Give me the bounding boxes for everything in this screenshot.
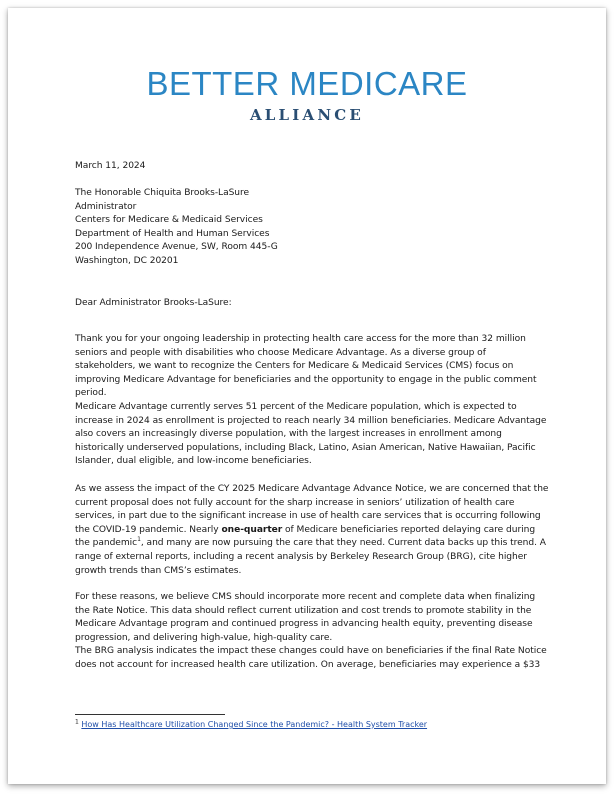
footnote-number: 1 — [75, 718, 79, 726]
footnote-link[interactable]: How Has Healthcare Utilization Changed Since the Pandemic? - Health System Tracker — [81, 720, 428, 729]
address-line: Department of Health and Human Services — [75, 228, 270, 239]
letter-page — [8, 8, 606, 784]
paragraph-text: , and many are now pursuing the care that they need. Current data backs up this trend. A range of external reports, including a recent analysis by Berkeley Research Group (BRG), cite higher growth trends than CMS’s estimates. — [75, 538, 546, 576]
paragraph-enrollment: Medicare Advantage currently serves 51 percent of the Medicare population, which is expected to increase in 2024 as enrollment is projected to reach nearly 34 million beneficiaries. Medicare Advantage also covers an increasingly diverse population, with the largest increases in enrollment among historically underserved populations, including Black, Latino, Asian American, Native Hawaiian, Pacific Islander, dual eligible, and low-income beneficiaries. — [75, 402, 547, 467]
salutation: Dear Administrator Brooks-LaSure: — [75, 298, 232, 308]
paragraph-text: of Medicare beneficiaries reported delaying care during the pandemic — [75, 524, 536, 549]
address-line: Administrator — [75, 201, 137, 212]
logo-sub-text: ALLIANCE — [249, 106, 365, 124]
paragraph-intro: Thank you for your ongoing leadership in protecting health care access for the more than 32 million seniors and people with disabilities who choose Medicare Advantage. As a diverse group of stakeholders, we want to recognize the Centers for Medicare & Medicaid Services (CMS) focus on improving Medicare Advantage for beneficiaries and the opportunity to engage in the public comment period. — [75, 334, 537, 399]
address-line: Centers for Medicare & Medicaid Services — [75, 215, 263, 226]
address-line: 200 Independence Avenue, SW, Room 445-G — [75, 242, 278, 253]
recipient-address — [75, 187, 549, 269]
organization-logo — [8, 66, 606, 124]
footnote-divider — [75, 714, 225, 715]
paragraph-recommendation: For these reasons, we believe CMS should incorporate more recent and complete data when finalizing the Rate Notice. This data should reflect current utilization and cost trends to promote stability in the Medicare Advantage program and continued progress in advancing health equity, preventing disease progression, and delivering high-value, high-quality care. — [75, 592, 536, 643]
paragraph-text: As we assess the impact of the CY 2025 Medicare Advantage Advance Notice, we are concerned that the current proposal does not fully account for the sharp increase in seniors’ utilization of health care services, in part due to the significant increase in use of health care services that is occurring following the COVID-19 pandemic. Nearly — [75, 484, 549, 535]
emphasis-text: one-quarter — [221, 524, 283, 535]
footnote — [75, 719, 427, 730]
address-line: Washington, DC 20201 — [75, 255, 179, 266]
address-line: The Honorable Chiquita Brooks-LaSure — [75, 188, 250, 198]
letter-date: March 11, 2024 — [75, 161, 146, 171]
logo-main-text: BETTER MEDICARE — [146, 65, 468, 102]
paragraph-advance-notice — [75, 483, 549, 578]
paragraph-brg-analysis: The BRG analysis indicates the impact these changes could have on beneficiaries if the final Rate Notice does not account for increased health care utilization. On average, beneficiaries may experience a $33 — [75, 646, 547, 670]
footnote-reference[interactable]: 1 — [137, 536, 141, 544]
